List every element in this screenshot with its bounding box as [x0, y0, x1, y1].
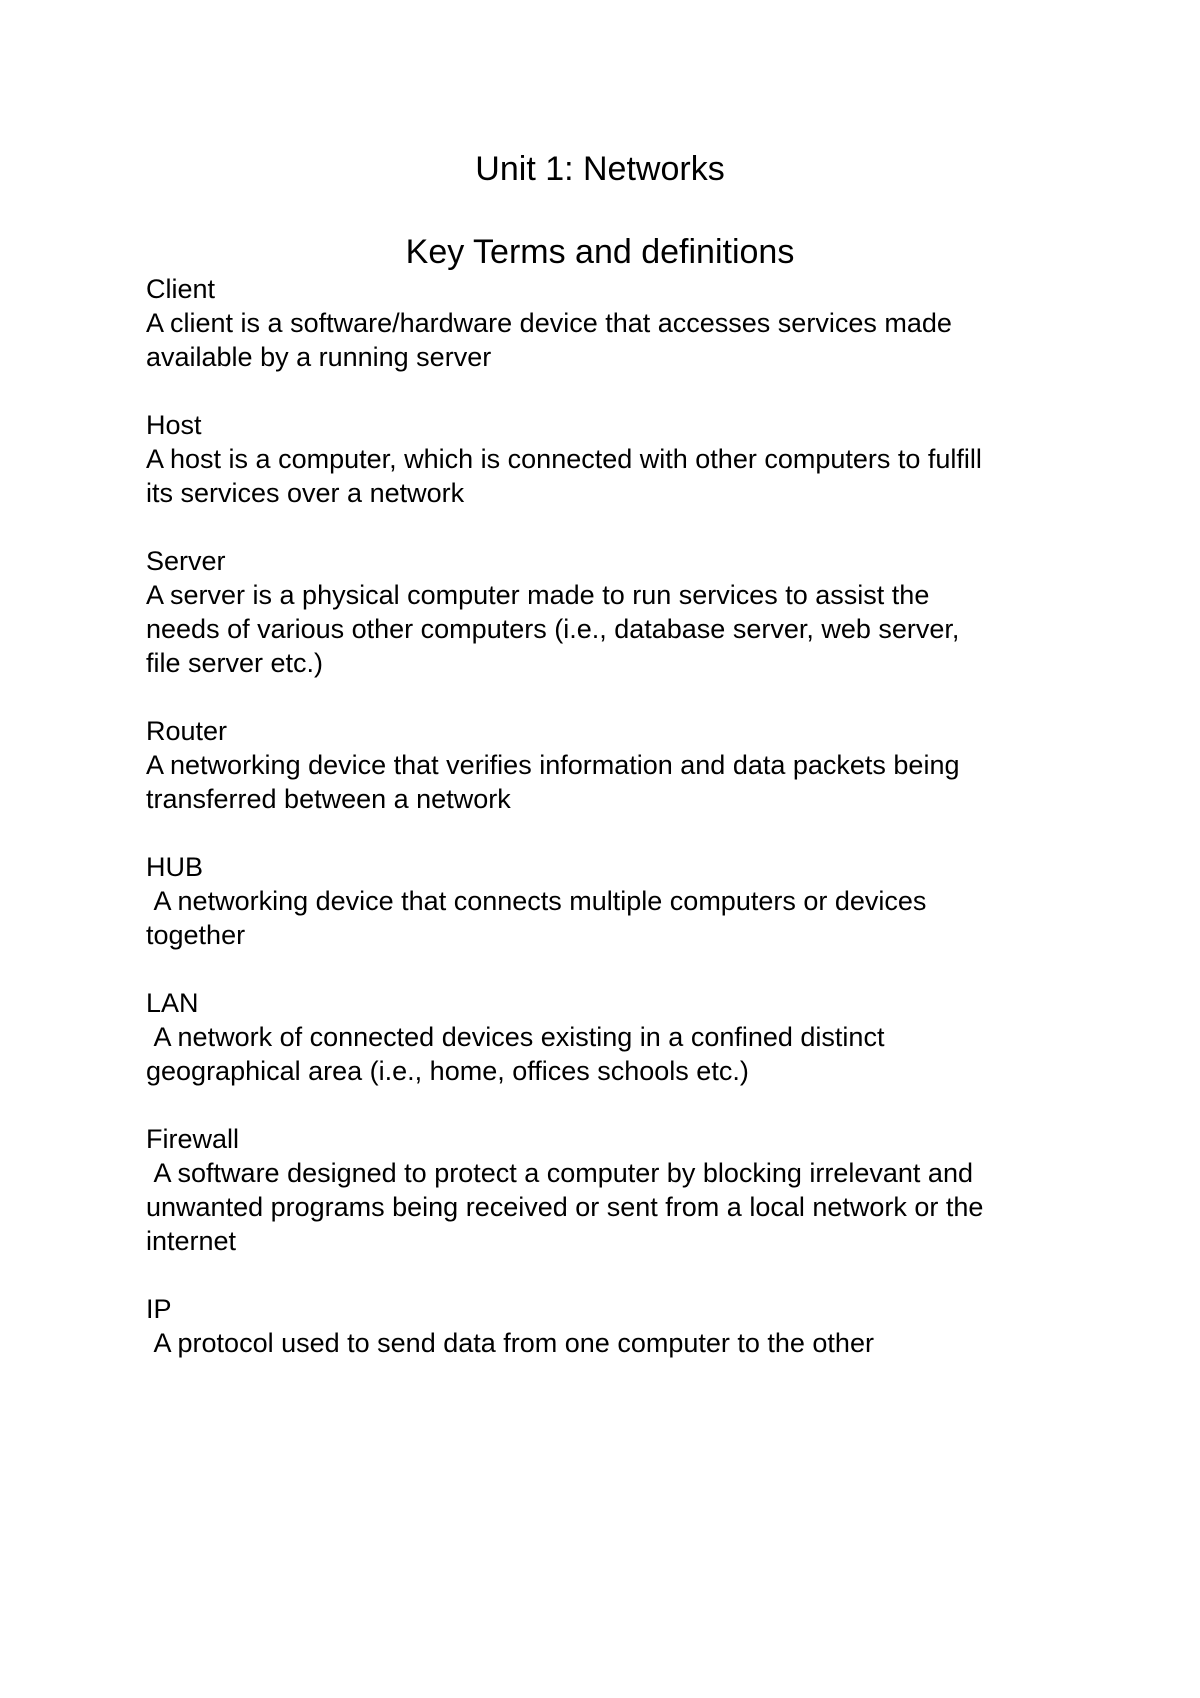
term-entry-lan	[146, 986, 1076, 1088]
term-definition: A networking device that verifies information and data packets being transferred between a network	[146, 750, 960, 814]
term-name: Firewall	[146, 1124, 240, 1154]
term-definition: A software designed to protect a computer by blocking irrelevant and unwanted programs being received or sent from a local network or the internet	[146, 1158, 984, 1256]
page-title: Unit 1: Networks	[475, 150, 725, 188]
term-definition: A protocol used to send data from one computer to the other	[146, 1328, 874, 1358]
terms-list	[146, 272, 1076, 1394]
term-name: Router	[146, 716, 228, 746]
term-entry-router	[146, 714, 1076, 816]
page-subtitle: Key Terms and definitions	[405, 233, 795, 271]
term-name: IP	[146, 1294, 172, 1324]
term-entry-hub	[146, 850, 1076, 952]
term-name: LAN	[146, 988, 199, 1018]
term-definition: A host is a computer, which is connected with other computers to fulfill its services over a network	[146, 444, 982, 508]
term-name: Client	[146, 274, 216, 304]
term-entry-firewall	[146, 1122, 1076, 1258]
term-name: HUB	[146, 852, 204, 882]
term-definition: A networking device that connects multiple computers or devices together	[146, 886, 927, 950]
term-entry-ip	[146, 1292, 1076, 1360]
term-definition: A network of connected devices existing in a confined distinct geographical area (i.e., home, offices schools etc.)	[146, 1022, 885, 1086]
term-entry-host	[146, 408, 1076, 510]
term-definition: A server is a physical computer made to run services to assist the needs of various other computers (i.e., database server, web server, file server etc.)	[146, 580, 960, 678]
term-definition: A client is a software/hardware device that accesses services made available by a running server	[146, 308, 952, 372]
term-name: Server	[146, 546, 226, 576]
term-entry-client	[146, 272, 1076, 374]
term-entry-server	[146, 544, 1076, 680]
term-name: Host	[146, 410, 202, 440]
